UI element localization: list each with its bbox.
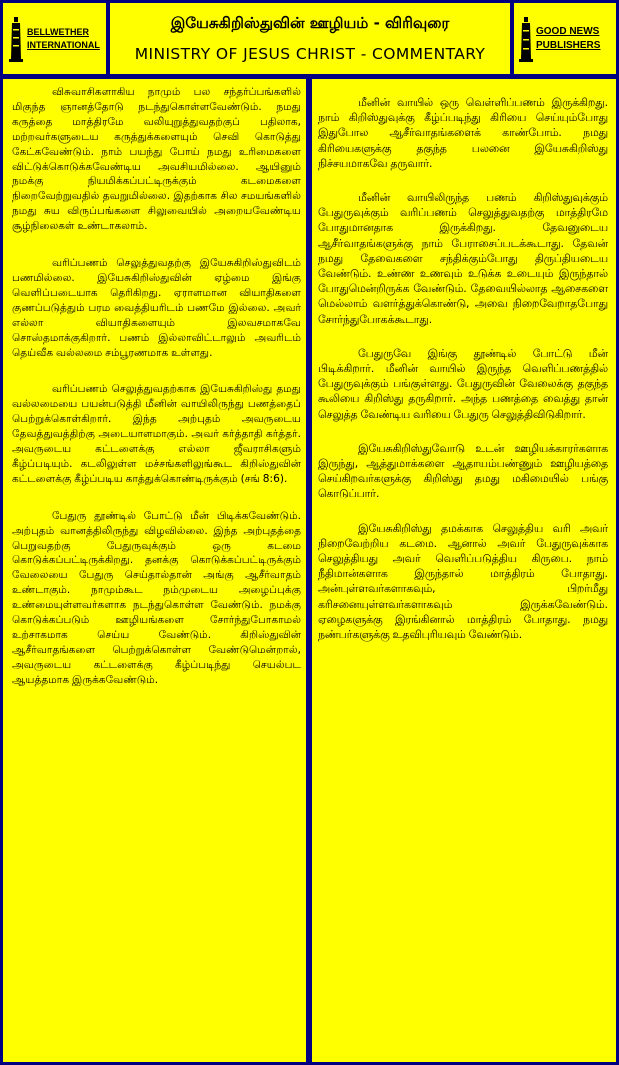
paragraph: இயேசுகிறிஸ்து தமக்காக செலுத்திய வரி அவர் நிறைவேற்றிய கடமை. ஆனால் அவர் பேதுருவுக்காக செலுத்தியது அவர் வெளிப்படுத்திய கிருபை. நாம் நீதிமான்களாக இருந்தால் மாத்திரம் போதாது. அன்புள்ளவர்களாகவும், பிறர்மீது கரிசனையுள்ளவர்களாகவும் இருக்கவேண்டும். ஏழைகளுக்கு இரங்கினால் மாத்திரம் போதாது. நமது நண்பர்களுக்கு உதவிபுரியவும் வேண்டும். xyxy=(318,521,608,642)
paragraph: வரிப்பணம் செலுத்துவதற்கு இயேசுகிறிஸ்துவிடம் பணமில்லை. இயேசுகிறிஸ்துவின் ஏழ்மை இங்கு வெளிப்படையாக தெரிகிறது. ஏராளமான வியாதிகளை குணப்படுத்தும் பரம வைத்தியரிடம் பணமே இல்லை. அவர் எல்லா வியாதிகளையும் இலவசமாகவே சொஸ்தமாக்குகிறார். பணம் இல்லாவிட்டாலும் அவரிடம் தெய்வீக வல்லமை சம்பூரணமாக உள்ளது. xyxy=(12,257,301,359)
bellwether-logo-panel xyxy=(3,3,106,74)
paragraph: பேதுரு தூண்டில் போட்டு மீன் பிடிக்கவேண்டும். அற்புதம் வானத்திலிருந்து விழவில்லை. இந்த அற்புதத்தை பெறுவதற்கு பேதுருவுக்கும் ஒரு கடமை கொடுக்கப்பட்டிருக்கிறது. தனக்கு கொடுக்கப்பட்டிருக்கும் வேலையை பேதுரு செய்தால்தான் அங்கு ஆசீர்வாதம் உண்டாகும். நாமும்கூட நம்முடைய அழைப்புக்கு உண்மையுள்ளவர்களாக நடந்துகொள்ள வேண்டும். நமக்கு கொடுக்கப்படும் ஊழியங்களை சோர்ந்துபோகாமல் உற்சாகமாக செய்ய வேண்டும். கிறிஸ்துவின் ஆசீர்வாதங்களை பெற்றுக்கொள்ள வேண்டுமென்றால், அவருடைய கட்டளைக்கு கீழ்ப்படிந்து செயல்பட ஆயத்தமாக இருக்கவேண்டும். xyxy=(12,509,301,686)
right-column xyxy=(312,79,616,1062)
page-title-english: MINISTRY OF JESUS CHRIST - COMMENTARY xyxy=(134,45,486,63)
good-news-logo-text xyxy=(536,25,600,53)
left-column xyxy=(3,79,306,1062)
bellwether-logo-text xyxy=(27,26,100,52)
logo-line-1: GOOD NEWS xyxy=(536,25,600,37)
logo-line-1: BELLWETHER xyxy=(27,26,89,37)
header-title-panel xyxy=(110,3,510,74)
page-title-tamil: இயேசுகிறிஸ்துவின் ஊழியம் - விரிவுரை xyxy=(170,14,450,32)
paragraph: வரிப்பணம் செலுத்துவதற்காக இயேசுகிறிஸ்து தமது வல்லமையை பயன்படுத்தி மீனின் வாயிலிருந்து பணத்தைப் பெற்றுக்கொள்கிறார். இந்த அற்புதம் அவருடைய தேவத்துவத்திற்கு அடையாளமாகும். அவர் கர்த்தாதி கர்த்தர். அவருடைய கட்டளைக்கு எல்லா ஜீவராசிகளும் கீழ்ப்படியும். கடலிலுள்ள மச்சங்களிலுங்கூட கிறிஸ்துவின் கட்டளைக்கு கீழ்ப்படிய காத்துக்கொண்டிருக்கும் (சங் 8:6). xyxy=(12,383,301,485)
lighthouse-icon xyxy=(7,15,25,63)
paragraph: இயேசுகிறிஸ்துவோடு உடன் ஊழியக்காரர்களாக இருந்து, ஆத்துமாக்களை ஆதாயம்பண்ணும் ஊழியத்தை செய்கிறவர்களுக்கு கிறிஸ்து தமது மகிமையில் பங்கு கொடுப்பார். xyxy=(318,441,608,501)
good-news-logo-panel xyxy=(514,3,616,74)
logo-line-2: INTERNATIONAL xyxy=(27,39,100,50)
paragraph: மீனின் வாயில் ஒரு வெள்ளிப்பணம் இருக்கிறது. நாம் கிறிஸ்துவுக்கு கீழ்ப்படிந்து கிரியை செய்யும்போது இதுபோல ஆசீர்வாதங்களைக் காண்போம். நமது கிரியைகளுக்கு தகுந்த பலனை இயேசுகிறிஸ்து நிச்சயமாகவே தருவார். xyxy=(318,96,608,170)
paragraph: மீனின் வாயிலிருந்த பணம் கிறிஸ்துவுக்கும் பேதுருவுக்கும் வரிப்பணம் செலுத்துவதற்கு மாத்திரமே போதுமானதாக இருக்கிறது. தேவனுடைய ஆசீர்வாதங்களுக்கு நாம் பேராசைப்படக்கூடாது. தேவன் நமது தேவைகளை சந்திக்கும்போது திருப்தியடைய வேண்டும். உண்ண உணவும் உடுக்க உடையும் இருந்தால் போதுமென்றிருக்க வேண்டும். தேவையில்லாத ஆசைகளை மெல்லாம் வளர்த்துக்கொண்டு, அவை நிறைவேறாதபோது சோர்ந்துபோகக்கூடாது. xyxy=(318,191,608,326)
logo-line-2: PUBLISHERS xyxy=(536,39,601,51)
paragraph: பேதுருவே இங்கு தூண்டில் போட்டு மீன் பிடிக்கிறார். மீனின் வாயில் இருந்த வெளிப்பணத்தில் பேதுருவுக்கும் பங்குள்ளது. பேதுருவின் வேலைக்கு தகுந்த கூலியை கிறிஸ்து தருகிறார். அந்த பணத்தை வைத்து தான் செலுத்த வேண்டிய வரியை பேதுரு செலுத்திவிடுகிறார். xyxy=(318,346,608,421)
paragraph: விசுவாசிகளாகிய நாமும் பல சந்தர்ப்பங்களில் மிகுந்த ஞானத்தோடு நடந்துகொள்ளவேண்டும். நமது கருத்தை மாத்திரமே வலியுறுத்துவதற்குப் பதிலாக, மற்றவர்களுடைய கருத்துக்களையும் செவி கொடுத்து கேட்கவேண்டும். நாம் பயந்து போய் நமது உரிமைகளை விட்டுக்கொடுக்கவேண்டிய அவசியமில்லை. ஆயினும் நமக்கு நியமிக்கப்பட்டிருக்கும் கடமைகளை நிறைவேற்றுவதில் தவறுமில்லை. இதற்காக சில சமயங்களில் நமது சுய விருப்பங்களை சிலுவையில் அறையவேண்டிய சூழ்நிலைகள் உண்டாகலாம். xyxy=(12,86,301,233)
lighthouse-icon xyxy=(518,15,534,63)
